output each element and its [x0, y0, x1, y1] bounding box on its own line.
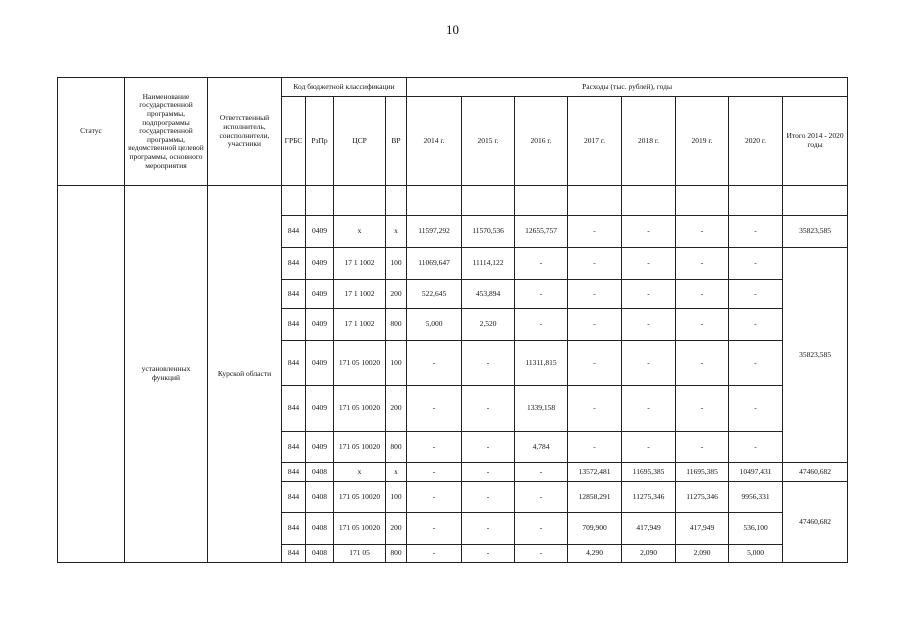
- grbs-cell: 844: [282, 386, 306, 432]
- csr-cell: 17 1 1002: [334, 280, 386, 309]
- year-cell: -: [462, 386, 515, 432]
- vr-cell: 100: [386, 248, 407, 280]
- year-cell: -: [622, 280, 676, 309]
- header-vr: ВР: [386, 97, 407, 186]
- budget-table: [57, 77, 848, 563]
- year-cell: -: [462, 545, 515, 563]
- csr-cell: х: [334, 216, 386, 248]
- rzpr-cell: 0409: [306, 386, 334, 432]
- header-year-2019: 2019 г.: [676, 97, 729, 186]
- year-cell: -: [568, 341, 622, 386]
- year-cell: -: [729, 386, 783, 432]
- year-cell: -: [568, 432, 622, 463]
- header-executor: Ответственный исполнитель, соисполнители, участники: [208, 78, 282, 186]
- grbs-cell: 844: [282, 216, 306, 248]
- year-cell: -: [407, 482, 462, 513]
- year-cell: 5,000: [407, 309, 462, 341]
- header-csr: ЦСР: [334, 97, 386, 186]
- empty-cell: [334, 186, 386, 216]
- year-cell: -: [676, 386, 729, 432]
- year-cell: 417,949: [676, 513, 729, 545]
- program-name-cell: установленных функций: [125, 186, 208, 563]
- header-code-group: Код бюджетной классификации: [282, 78, 407, 97]
- rzpr-cell: 0408: [306, 513, 334, 545]
- year-cell: -: [515, 463, 568, 482]
- status-cell: [58, 186, 125, 563]
- vr-cell: х: [386, 216, 407, 248]
- year-cell: 453,894: [462, 280, 515, 309]
- year-cell: -: [729, 216, 783, 248]
- year-cell: 11695,385: [676, 463, 729, 482]
- year-cell: -: [676, 248, 729, 280]
- header-year-2018: 2018 г.: [622, 97, 676, 186]
- year-cell: -: [729, 432, 783, 463]
- rzpr-cell: 0408: [306, 482, 334, 513]
- empty-cell: [783, 186, 848, 216]
- year-cell: -: [407, 432, 462, 463]
- year-cell: 2,090: [622, 545, 676, 563]
- grbs-cell: 844: [282, 482, 306, 513]
- year-cell: 2,090: [676, 545, 729, 563]
- year-cell: -: [729, 309, 783, 341]
- year-cell: -: [462, 432, 515, 463]
- year-cell: -: [407, 513, 462, 545]
- year-cell: 709,900: [568, 513, 622, 545]
- year-cell: 11311,815: [515, 341, 568, 386]
- vr-cell: 800: [386, 309, 407, 341]
- total-cell: 35823,585: [783, 248, 848, 463]
- year-cell: -: [568, 386, 622, 432]
- rzpr-cell: 0409: [306, 432, 334, 463]
- rzpr-cell: 0409: [306, 280, 334, 309]
- year-cell: -: [407, 545, 462, 563]
- vr-cell: 100: [386, 341, 407, 386]
- rzpr-cell: 0408: [306, 545, 334, 563]
- empty-cell: [676, 186, 729, 216]
- header-year-2014: 2014 г.: [407, 97, 462, 186]
- header-year-2020: 2020 г.: [729, 97, 783, 186]
- empty-cell: [407, 186, 462, 216]
- empty-cell: [386, 186, 407, 216]
- year-cell: -: [515, 482, 568, 513]
- year-cell: -: [515, 309, 568, 341]
- empty-cell: [462, 186, 515, 216]
- year-cell: -: [568, 248, 622, 280]
- empty-cell: [729, 186, 783, 216]
- year-cell: -: [568, 280, 622, 309]
- csr-cell: 171 05 10020: [334, 513, 386, 545]
- year-cell: 536,100: [729, 513, 783, 545]
- year-cell: -: [622, 309, 676, 341]
- vr-cell: 800: [386, 545, 407, 563]
- year-cell: -: [462, 513, 515, 545]
- year-cell: 11597,292: [407, 216, 462, 248]
- year-cell: -: [407, 463, 462, 482]
- vr-cell: 800: [386, 432, 407, 463]
- year-cell: 11114,122: [462, 248, 515, 280]
- year-cell: 522,645: [407, 280, 462, 309]
- csr-cell: х: [334, 463, 386, 482]
- rzpr-cell: 0409: [306, 309, 334, 341]
- header-total: Итого 2014 - 2020 годы: [783, 97, 848, 186]
- year-cell: -: [729, 341, 783, 386]
- header-year-2015: 2015 г.: [462, 97, 515, 186]
- year-cell: 11695,385: [622, 463, 676, 482]
- grbs-cell: 844: [282, 545, 306, 563]
- year-cell: 4,290: [568, 545, 622, 563]
- year-cell: 11069,647: [407, 248, 462, 280]
- csr-cell: 171 05 10020: [334, 482, 386, 513]
- year-cell: -: [462, 463, 515, 482]
- year-cell: -: [622, 432, 676, 463]
- year-cell: 9956,331: [729, 482, 783, 513]
- year-cell: -: [462, 341, 515, 386]
- empty-cell: [568, 186, 622, 216]
- year-cell: 11570,536: [462, 216, 515, 248]
- header-grbs: ГРБС: [282, 97, 306, 186]
- year-cell: -: [729, 280, 783, 309]
- year-cell: -: [622, 216, 676, 248]
- year-cell: -: [676, 432, 729, 463]
- total-cell: 47460,682: [783, 482, 848, 563]
- grbs-cell: 844: [282, 513, 306, 545]
- header-year-2017: 2017 г.: [568, 97, 622, 186]
- empty-cell: [515, 186, 568, 216]
- year-cell: 13572,481: [568, 463, 622, 482]
- csr-cell: 17 1 1002: [334, 309, 386, 341]
- empty-cell: [306, 186, 334, 216]
- year-cell: -: [676, 216, 729, 248]
- csr-cell: 171 05: [334, 545, 386, 563]
- year-cell: 10497,431: [729, 463, 783, 482]
- year-cell: 12655,757: [515, 216, 568, 248]
- vr-cell: х: [386, 463, 407, 482]
- year-cell: -: [515, 545, 568, 563]
- grbs-cell: 844: [282, 463, 306, 482]
- csr-cell: 171 05 10020: [334, 386, 386, 432]
- rzpr-cell: 0409: [306, 341, 334, 386]
- csr-cell: 171 05 10020: [334, 432, 386, 463]
- csr-cell: 171 05 10020: [334, 341, 386, 386]
- year-cell: -: [407, 386, 462, 432]
- year-cell: 417,949: [622, 513, 676, 545]
- csr-cell: 17 1 1002: [334, 248, 386, 280]
- total-cell: 35823,585: [783, 216, 848, 248]
- vr-cell: 200: [386, 386, 407, 432]
- year-cell: 11275,346: [622, 482, 676, 513]
- grbs-cell: 844: [282, 248, 306, 280]
- vr-cell: 100: [386, 482, 407, 513]
- year-cell: -: [676, 309, 729, 341]
- grbs-cell: 844: [282, 309, 306, 341]
- year-cell: -: [462, 482, 515, 513]
- year-cell: -: [568, 216, 622, 248]
- year-cell: -: [407, 341, 462, 386]
- year-cell: -: [622, 248, 676, 280]
- year-cell: -: [568, 309, 622, 341]
- year-cell: -: [729, 248, 783, 280]
- year-cell: -: [676, 341, 729, 386]
- year-cell: 12858,291: [568, 482, 622, 513]
- empty-cell: [622, 186, 676, 216]
- year-cell: -: [622, 341, 676, 386]
- header-status: Статус: [58, 78, 125, 186]
- page-number: 10: [446, 22, 459, 37]
- grbs-cell: 844: [282, 432, 306, 463]
- year-cell: 11275,346: [676, 482, 729, 513]
- vr-cell: 200: [386, 513, 407, 545]
- year-cell: -: [622, 386, 676, 432]
- rzpr-cell: 0409: [306, 248, 334, 280]
- header-name: Наименование государственной программы, подпрограммы государственной программы, ведомственной целевой программы, основного мероприятия: [125, 78, 208, 186]
- rzpr-cell: 0408: [306, 463, 334, 482]
- header-rzpr: РзПр: [306, 97, 334, 186]
- header-year-2016: 2016 г.: [515, 97, 568, 186]
- year-cell: -: [676, 280, 729, 309]
- total-cell: 47460,682: [783, 463, 848, 482]
- year-cell: 1339,158: [515, 386, 568, 432]
- year-cell: 5,000: [729, 545, 783, 563]
- header-expense-group: Расходы (тыс. рублей), годы: [407, 78, 848, 97]
- year-cell: -: [515, 248, 568, 280]
- rzpr-cell: 0409: [306, 216, 334, 248]
- year-cell: -: [515, 513, 568, 545]
- year-cell: 2,520: [462, 309, 515, 341]
- year-cell: -: [515, 280, 568, 309]
- empty-cell: [282, 186, 306, 216]
- vr-cell: 200: [386, 280, 407, 309]
- executor-cell: Курской области: [208, 186, 282, 563]
- grbs-cell: 844: [282, 341, 306, 386]
- grbs-cell: 844: [282, 280, 306, 309]
- year-cell: 4,784: [515, 432, 568, 463]
